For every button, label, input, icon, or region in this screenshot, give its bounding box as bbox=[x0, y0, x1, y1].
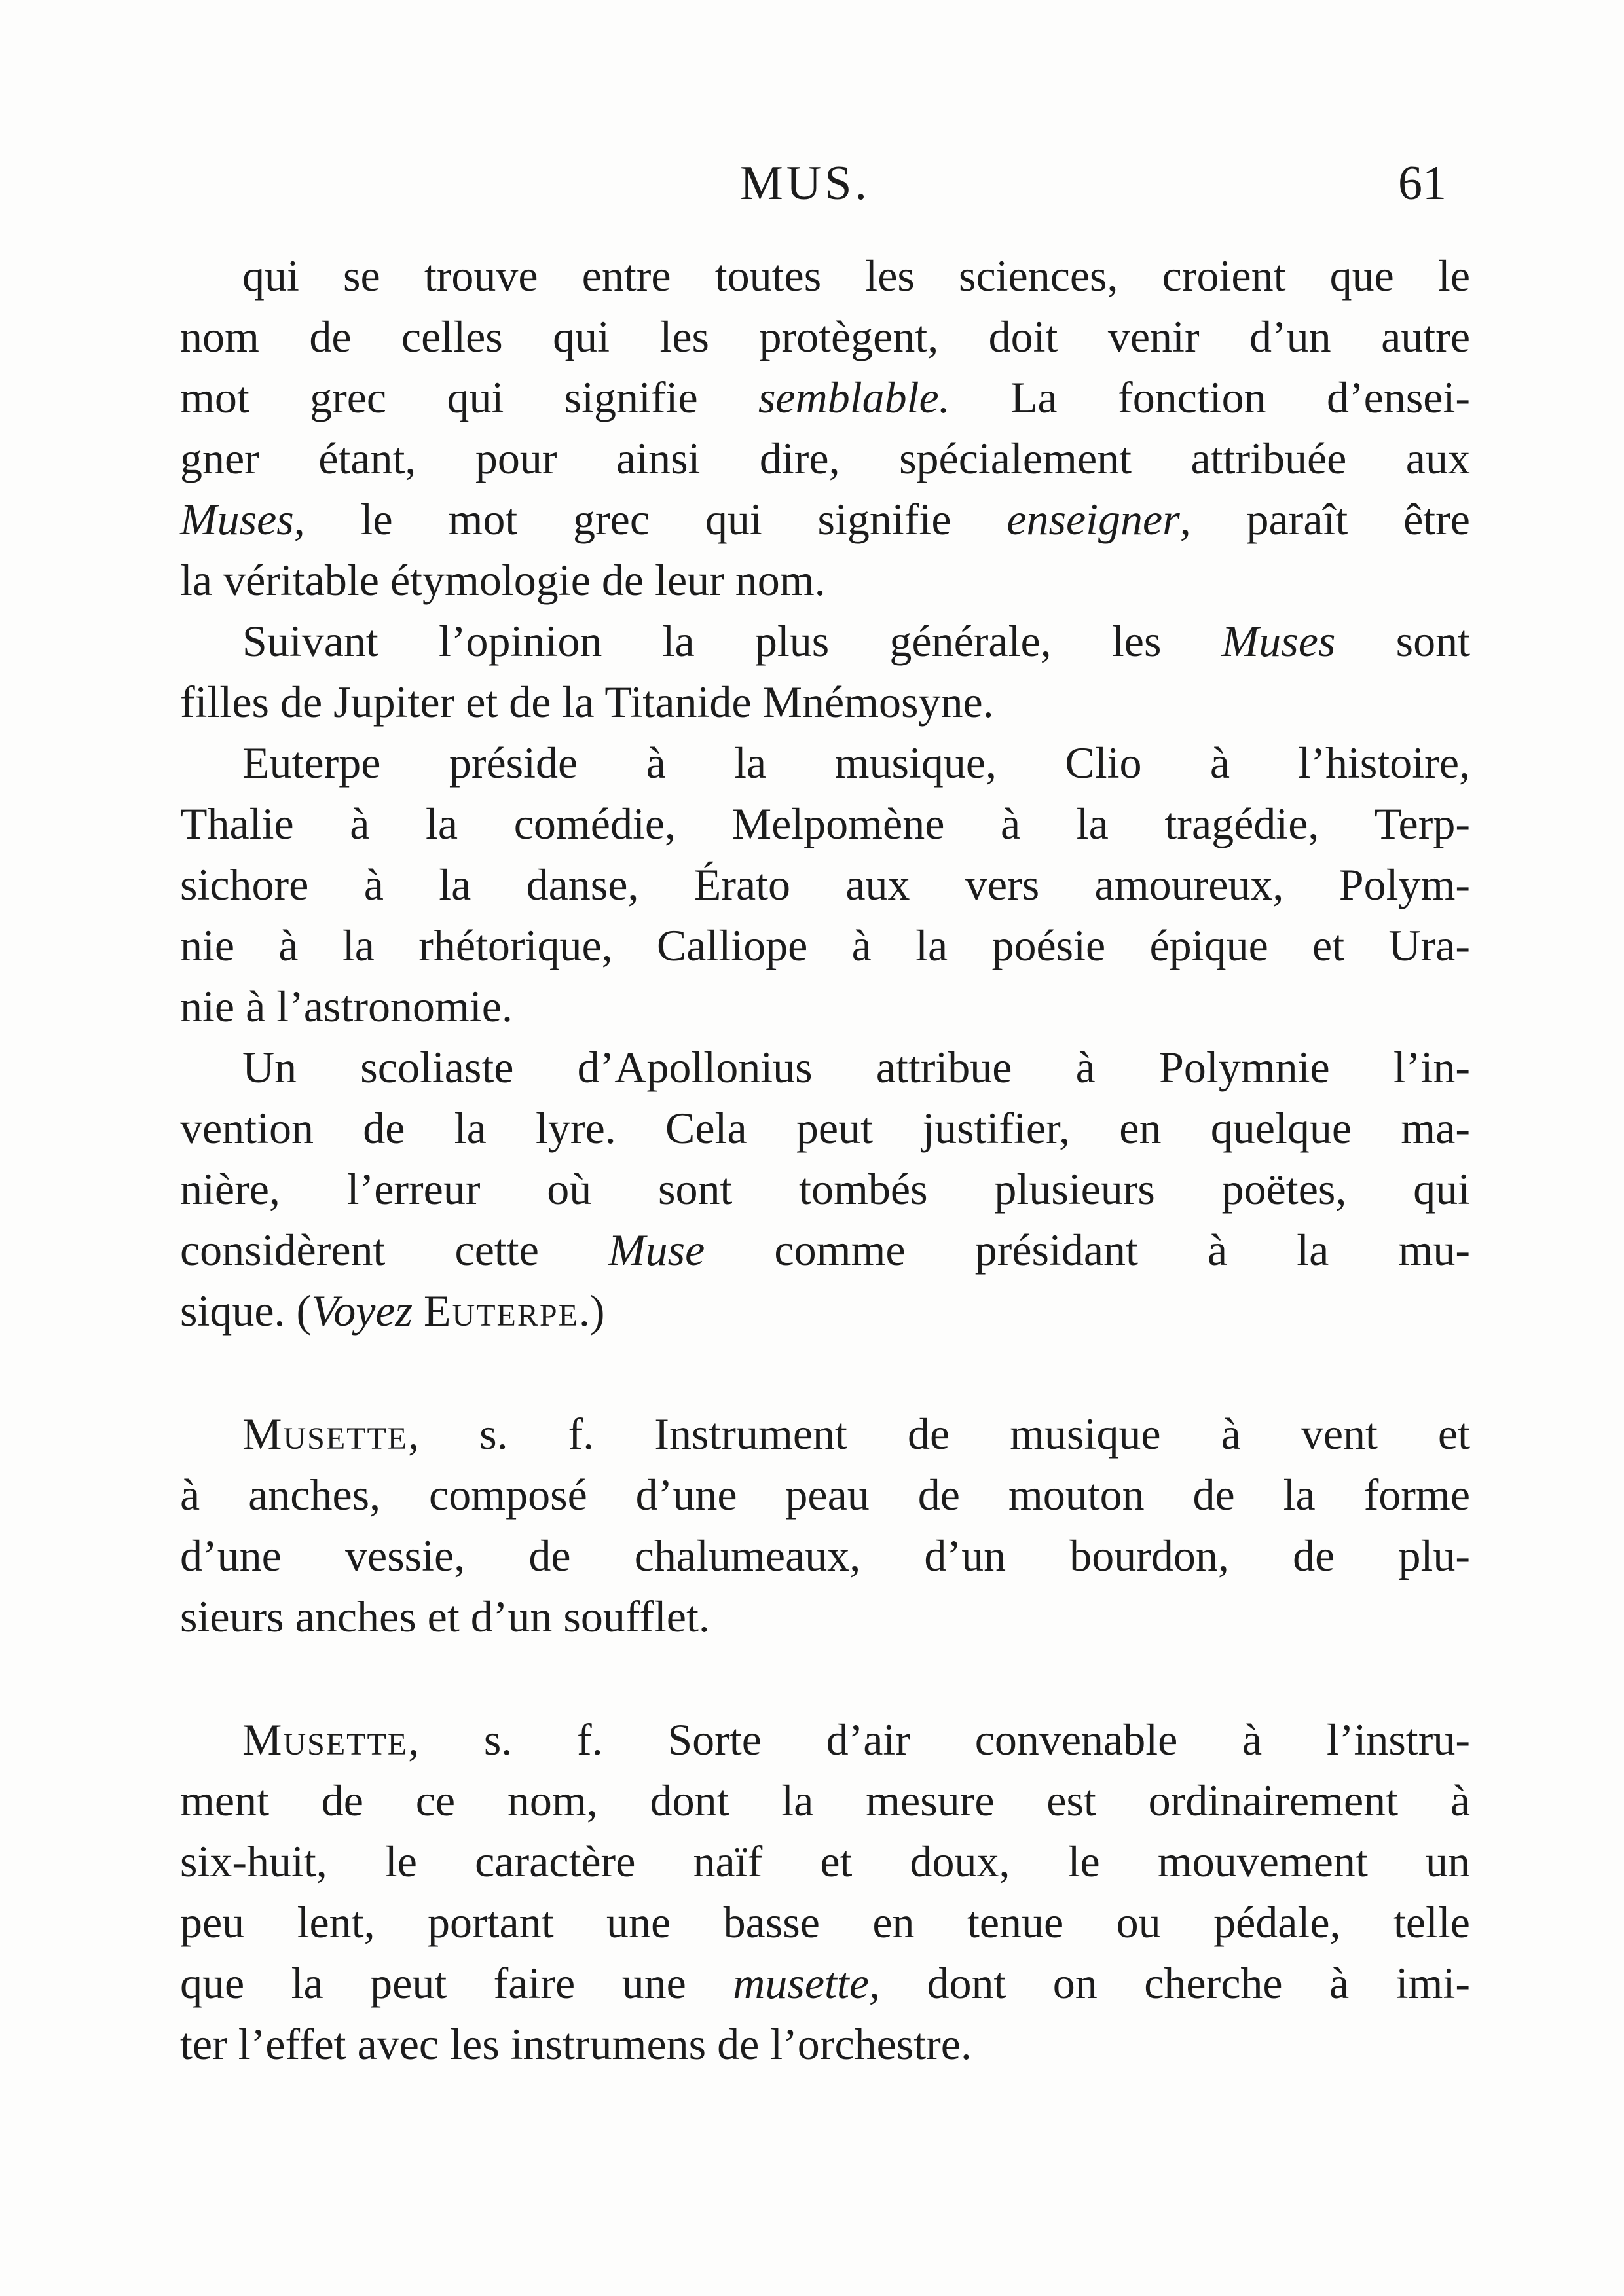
text-run: nom de celles qui les protègent, doit venir d’un autre bbox=[180, 312, 1470, 361]
text-line bbox=[180, 1831, 1470, 1892]
running-head: MUS. bbox=[740, 156, 870, 210]
text-line bbox=[180, 1404, 1470, 1465]
text-line bbox=[180, 854, 1470, 915]
text-run: comme présidant à la mu- bbox=[705, 1225, 1470, 1275]
text-run: Euterpe préside à la musique, Clio à l’histoire, bbox=[242, 738, 1470, 788]
italic-run: musette, bbox=[733, 1958, 880, 2008]
paragraph bbox=[180, 733, 1470, 1037]
text-run: Suivant l’opinion la plus générale, les bbox=[242, 616, 1222, 666]
text-run bbox=[413, 1286, 424, 1336]
paragraph-gap bbox=[180, 1341, 1470, 1404]
text-run: Thalie à la comédie, Melpomène à la tragédie, Terp- bbox=[180, 799, 1470, 848]
text-run: sieurs anches et d’un soufflet. bbox=[180, 1592, 710, 1641]
text-run: sichore à la danse, Érato aux vers amoureux, Polym- bbox=[180, 860, 1470, 909]
text-run: ment de ce nom, dont la mesure est ordinairement à bbox=[180, 1776, 1470, 1825]
text-line bbox=[180, 1465, 1470, 1525]
text-run: gner étant, pour ainsi dire, spécialement attribuée aux bbox=[180, 433, 1470, 483]
text-line bbox=[180, 976, 1470, 1037]
text-line bbox=[180, 489, 1470, 550]
text-run: nie à la rhétorique, Calliope à la poésie épique et Ura- bbox=[180, 920, 1470, 970]
text-run: , le mot grec qui signifie bbox=[293, 494, 1007, 544]
text-run: sont bbox=[1335, 616, 1470, 666]
text-line bbox=[180, 793, 1470, 854]
paragraph-gap bbox=[180, 1647, 1470, 1709]
text-run: La fonction d’ensei- bbox=[950, 373, 1471, 422]
text-run: mot grec qui signifie bbox=[180, 373, 758, 422]
text-line bbox=[180, 1037, 1470, 1098]
italic-run: Muses bbox=[180, 494, 294, 544]
small-caps-run: Euterpe bbox=[424, 1286, 579, 1336]
text-line bbox=[180, 1586, 1470, 1647]
italic-run: semblable. bbox=[758, 373, 950, 422]
text-run: à anches, composé d’une peau de mouton de la forme bbox=[180, 1470, 1470, 1520]
text-line bbox=[180, 1953, 1470, 2014]
text-line bbox=[180, 1709, 1470, 1770]
text-run: d’une vessie, de chalumeaux, d’un bourdon, de plu- bbox=[180, 1531, 1470, 1580]
italic-run: enseigner bbox=[1006, 494, 1180, 544]
paragraph bbox=[180, 1709, 1470, 2075]
page-header bbox=[0, 156, 1624, 228]
italic-run: Muses bbox=[1221, 616, 1336, 666]
page-number: 61 bbox=[1398, 156, 1447, 210]
text-run: dont on cherche à imi- bbox=[880, 1958, 1470, 2008]
small-caps-run: Musette bbox=[242, 1715, 409, 1764]
text-run: considèrent cette bbox=[180, 1225, 608, 1275]
text-run: la véritable étymologie de leur nom. bbox=[180, 555, 826, 605]
text-run: sique. ( bbox=[180, 1286, 312, 1336]
italic-run: Voyez bbox=[311, 1286, 413, 1336]
text-run: , s. f. Instrument de musique à vent et bbox=[408, 1409, 1470, 1459]
text-line bbox=[180, 1525, 1470, 1586]
text-line bbox=[180, 1098, 1470, 1159]
text-line bbox=[180, 2014, 1470, 2075]
text-line bbox=[180, 246, 1470, 306]
text-run: six-huit, le caractère naïf et doux, le mouvement un bbox=[180, 1836, 1470, 1886]
text-run: peu lent, portant une basse en tenue ou pédale, telle bbox=[180, 1897, 1470, 1947]
paragraph bbox=[180, 246, 1470, 611]
text-line bbox=[180, 367, 1470, 428]
text-run: filles de Jupiter et de la Titanide Mnémosyne. bbox=[180, 677, 994, 727]
text-run: nie à l’astronomie. bbox=[180, 981, 513, 1031]
text-line bbox=[180, 733, 1470, 793]
text-line bbox=[180, 550, 1470, 611]
text-line bbox=[180, 1281, 1470, 1341]
text-run: vention de la lyre. Cela peut justifier, en quelque ma- bbox=[180, 1103, 1470, 1153]
text-line bbox=[180, 611, 1470, 672]
text-line bbox=[180, 1220, 1470, 1281]
text-line bbox=[180, 672, 1470, 733]
text-run: nière, l’erreur où sont tombés plusieurs poëtes, qui bbox=[180, 1164, 1470, 1214]
text-line bbox=[180, 306, 1470, 367]
paragraph bbox=[180, 1037, 1470, 1341]
text-line bbox=[180, 1892, 1470, 1953]
text-line bbox=[180, 428, 1470, 489]
paragraph bbox=[180, 611, 1470, 733]
small-caps-run: Musette bbox=[242, 1409, 409, 1459]
text-run: que la peut faire une bbox=[180, 1958, 733, 2008]
text-run: , paraît être bbox=[1179, 494, 1470, 544]
body-text bbox=[180, 246, 1470, 2075]
text-run: qui se trouve entre toutes les sciences, croient que le bbox=[242, 251, 1470, 301]
text-line bbox=[180, 915, 1470, 976]
text-line bbox=[180, 1770, 1470, 1831]
italic-run: Muse bbox=[608, 1225, 705, 1275]
text-run: ter l’effet avec les instrumens de l’orchestre. bbox=[180, 2019, 972, 2069]
text-run: Un scoliaste d’Apollonius attribue à Polymnie l’in- bbox=[242, 1042, 1470, 1092]
text-run: .) bbox=[578, 1286, 605, 1336]
paragraph bbox=[180, 1404, 1470, 1647]
text-line bbox=[180, 1159, 1470, 1220]
text-run: , s. f. Sorte d’air convenable à l’instru- bbox=[408, 1715, 1470, 1764]
